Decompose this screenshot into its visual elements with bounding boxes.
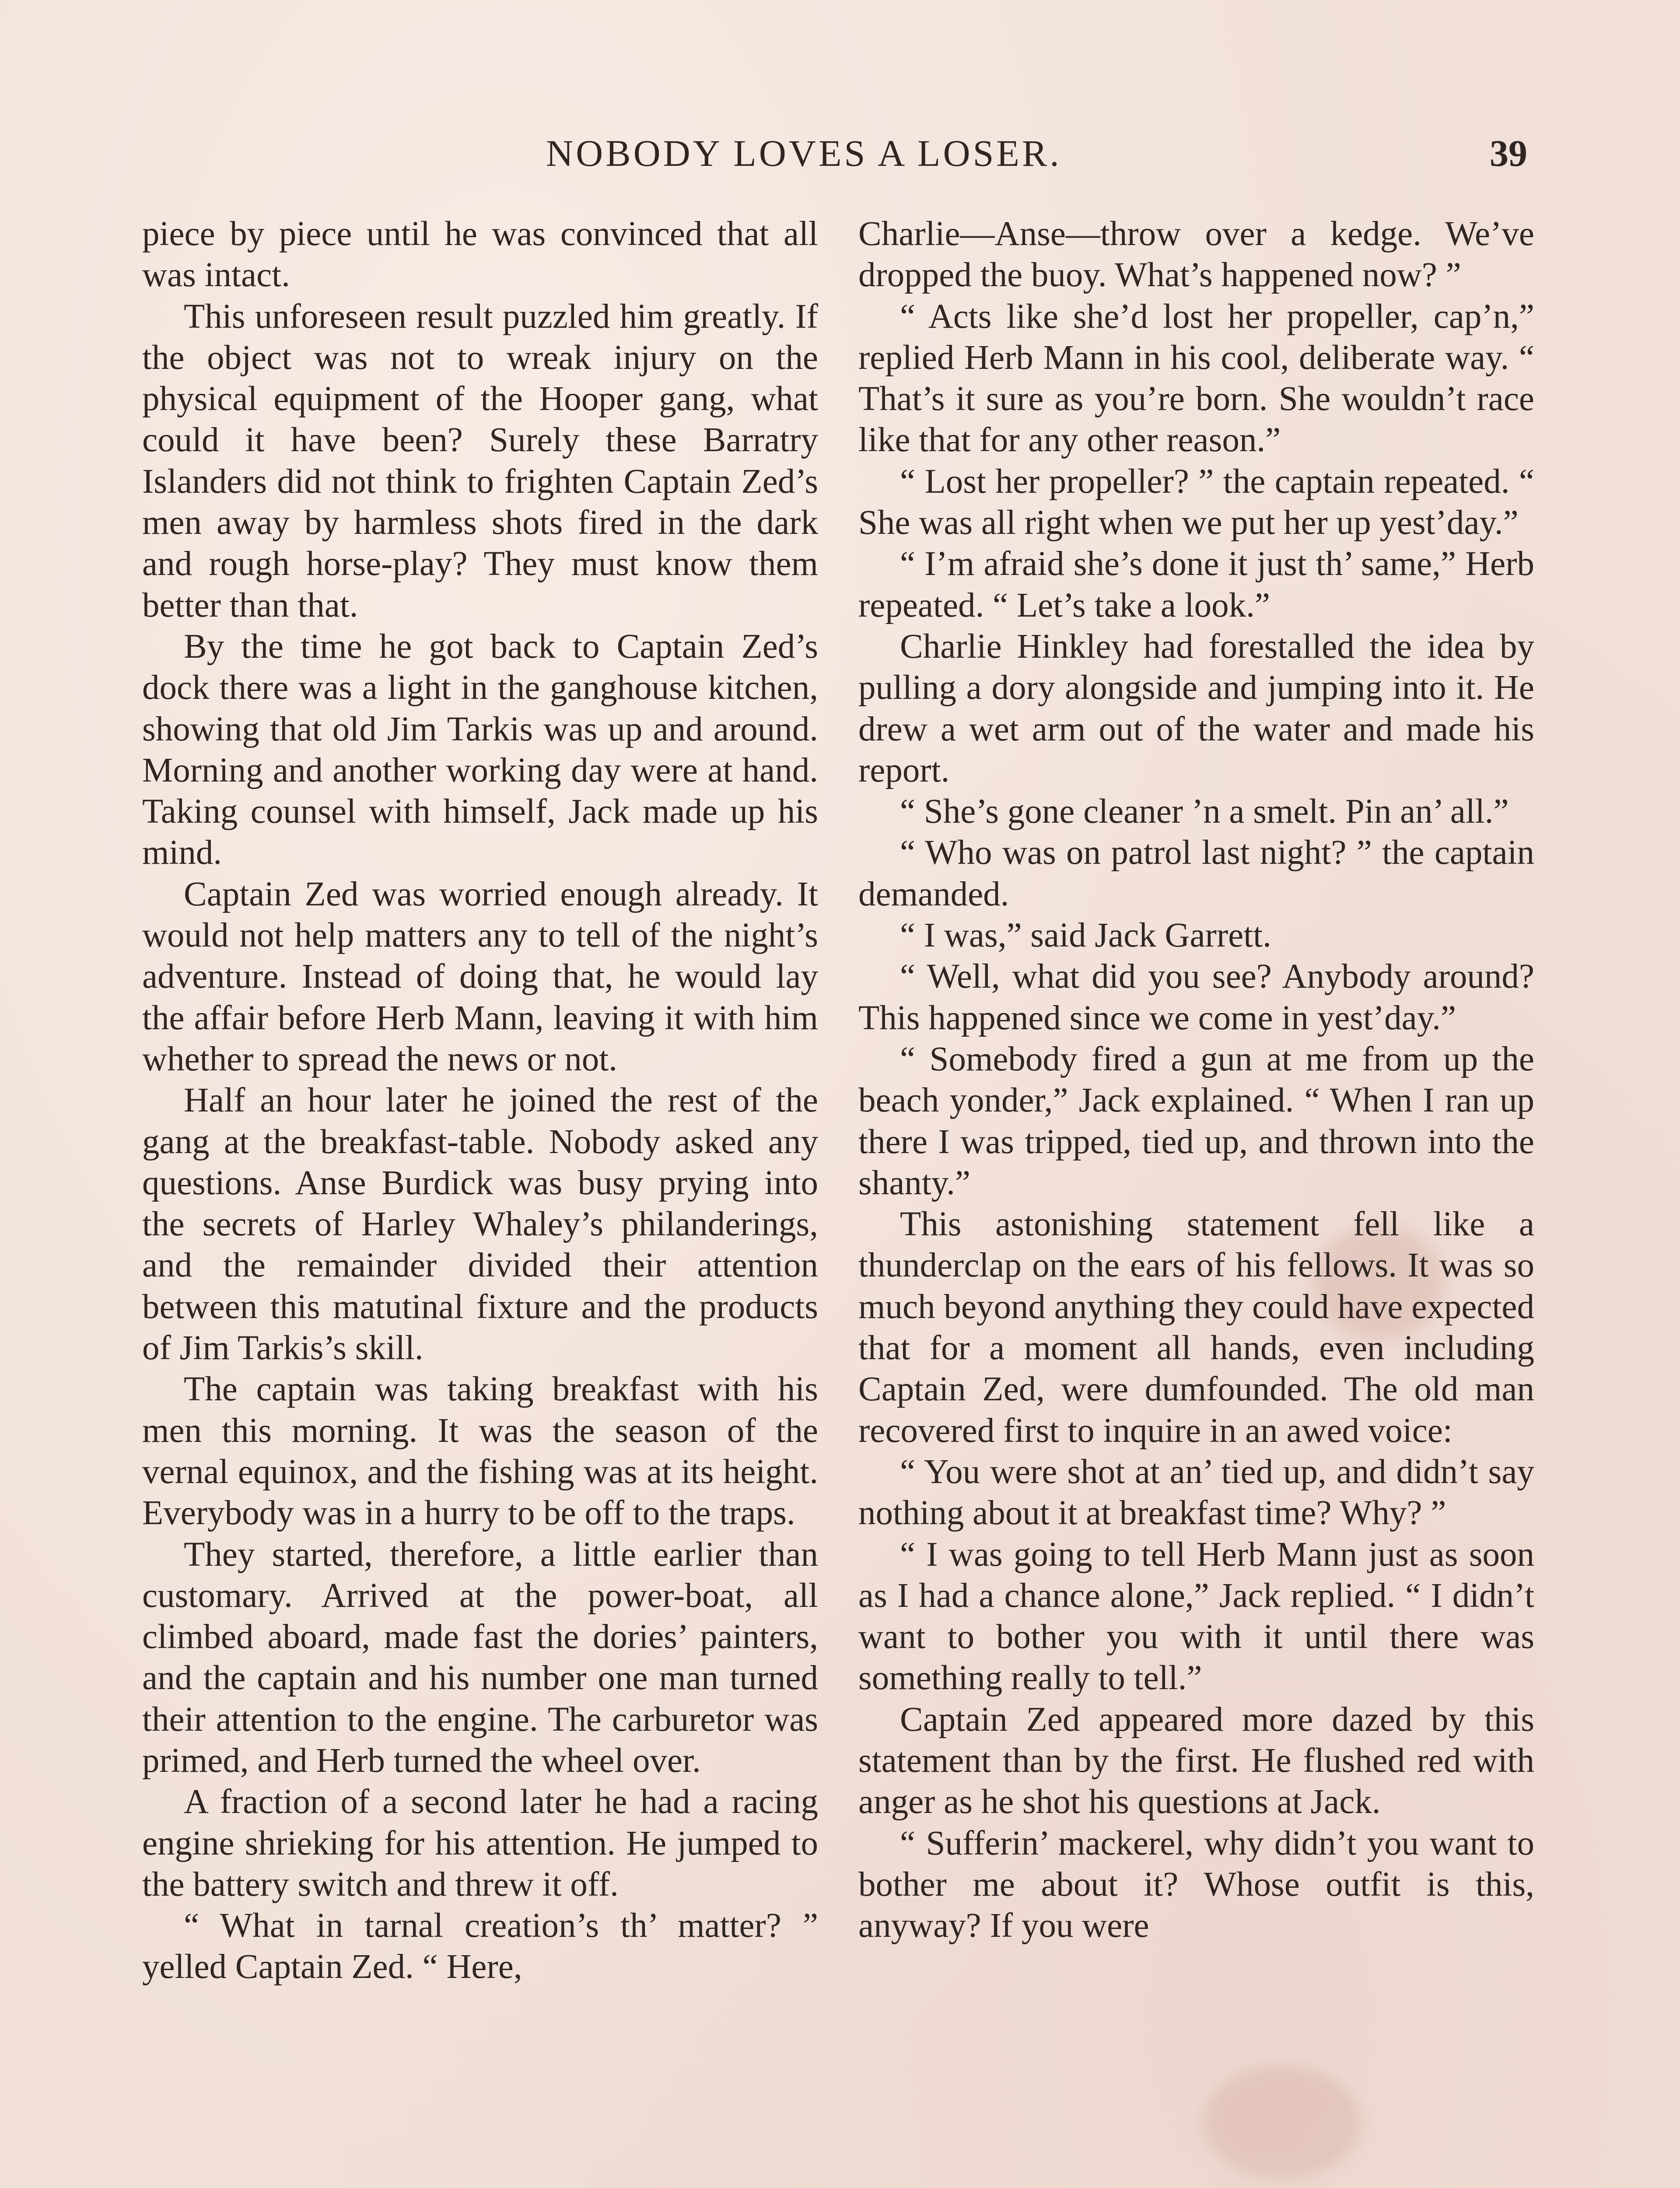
paragraph: Charlie—Anse—throw over a kedge. We’ve dropped the buoy. What’s happened now? ” bbox=[858, 215, 1534, 295]
paragraph: This unforeseen result puzzled him greatly. If the object was not to wreak injury on the physical equipment of the Hooper gang, what could it have been? Surely these Barratry Islanders did not think to frighten Captain Zed’s men away by harmless shots fired in the dark and rough horse-play? They must know them better than that. bbox=[142, 297, 818, 624]
paragraph: By the time he got back to Captain Zed’s dock there was a light in the ganghouse kitchen, showing that old Jim Tarkis was up and around. Morning and another working day were at hand. Taking counsel with himself, Jack made up his mind. bbox=[142, 627, 818, 872]
running-title: NOBODY LOVES A LOSER. bbox=[546, 132, 1062, 174]
paragraph: “ Lost her propeller? ” the captain repeated. “ She was all right when we put her up yest’day.” bbox=[858, 462, 1534, 542]
paragraph: This astonishing statement fell like a thunderclap on the ears of his fellows. It was so much beyond anything they could have expected that for a moment all hands, even including Captain Zed, were dumfounded. The old man recovered first to inquire in an awed voice: bbox=[858, 1205, 1534, 1450]
page-number: 39 bbox=[1490, 132, 1527, 174]
paragraph: “ Acts like she’d lost her propeller, cap’n,” replied Herb Mann in his cool, deliberate way. “ That’s it sure as you’re born. She wouldn’t race like that for any other reason.” bbox=[858, 297, 1534, 459]
paragraph: A fraction of a second later he had a racing engine shrieking for his attention. He jumped to the battery switch and threw it off. bbox=[142, 1783, 818, 1904]
paragraph: “ Sufferin’ mackerel, why didn’t you want to bother me about it? Whose outfit is this, anyway? If you were bbox=[858, 1824, 1534, 1945]
paragraph: “ You were shot at an’ tied up, and didn’t say nothing about it at breakfast time? Why? ” bbox=[858, 1452, 1534, 1532]
paper-stain bbox=[1203, 2065, 1361, 2179]
paragraph: Charlie Hinkley had forestalled the idea by pulling a dory alongside and jumping into it. He drew a wet arm out of the water and made his report. bbox=[858, 627, 1534, 789]
paragraph: “ What in tarnal creation’s th’ matter? ” yelled Captain Zed. “ Here, bbox=[142, 1907, 818, 1986]
paragraph: “ I was going to tell Herb Mann just as soon as I had a chance alone,” Jack replied. “ I didn’t want to bother you with it until there was something really to tell.” bbox=[858, 1535, 1534, 1697]
text-column-left bbox=[142, 214, 818, 1988]
paragraph: “ Well, what did you see? Anybody around? This happened since we come in yest’day.” bbox=[858, 957, 1534, 1037]
paragraph: “ Somebody fired a gun at me from up the beach yonder,” Jack explained. “ When I ran up there I was tripped, tied up, and thrown into the shanty.” bbox=[858, 1040, 1534, 1202]
paragraph: The captain was taking breakfast with his men this morning. It was the season of the vernal equinox, and the fishing was at its height. Everybody was in a hurry to be off to the traps. bbox=[142, 1370, 818, 1532]
text-column-right bbox=[858, 214, 1534, 1946]
paragraph: “ She’s gone cleaner ’n a smelt. Pin an’ all.” bbox=[900, 792, 1509, 831]
paragraph: piece by piece until he was convinced that all was intact. bbox=[142, 215, 818, 295]
paragraph: Captain Zed appeared more dazed by this statement than by the first. He flushed red with anger as he shot his questions at Jack. bbox=[858, 1700, 1534, 1821]
paragraph: “ I’m afraid she’s done it just th’ same,” Herb repeated. “ Let’s take a look.” bbox=[858, 545, 1534, 624]
paragraph: Captain Zed was worried enough already. It would not help matters any to tell of the night’s adventure. Instead of doing that, he would lay the affair before Herb Mann, leaving it with him whether to spread the news or not. bbox=[142, 875, 818, 1078]
paragraph: They started, therefore, a little earlier than customary. Arrived at the power-boat, all climbed aboard, made fast the dories’ painters, and the captain and his number one man turned their attention to the engine. The carburetor was primed, and Herb turned the wheel over. bbox=[142, 1535, 818, 1780]
paragraph: Half an hour later he joined the rest of the gang at the breakfast-table. Nobody asked any questions. Anse Burdick was busy prying into the secrets of Harley Whaley’s philanderings, and the remainder divided their attention between this matutinal fixture and the products of Jim Tarkis’s skill. bbox=[142, 1081, 818, 1368]
paragraph: “ Who was on patrol last night? ” the captain demanded. bbox=[858, 834, 1534, 913]
paragraph: “ I was,” said Jack Garrett. bbox=[900, 916, 1271, 955]
